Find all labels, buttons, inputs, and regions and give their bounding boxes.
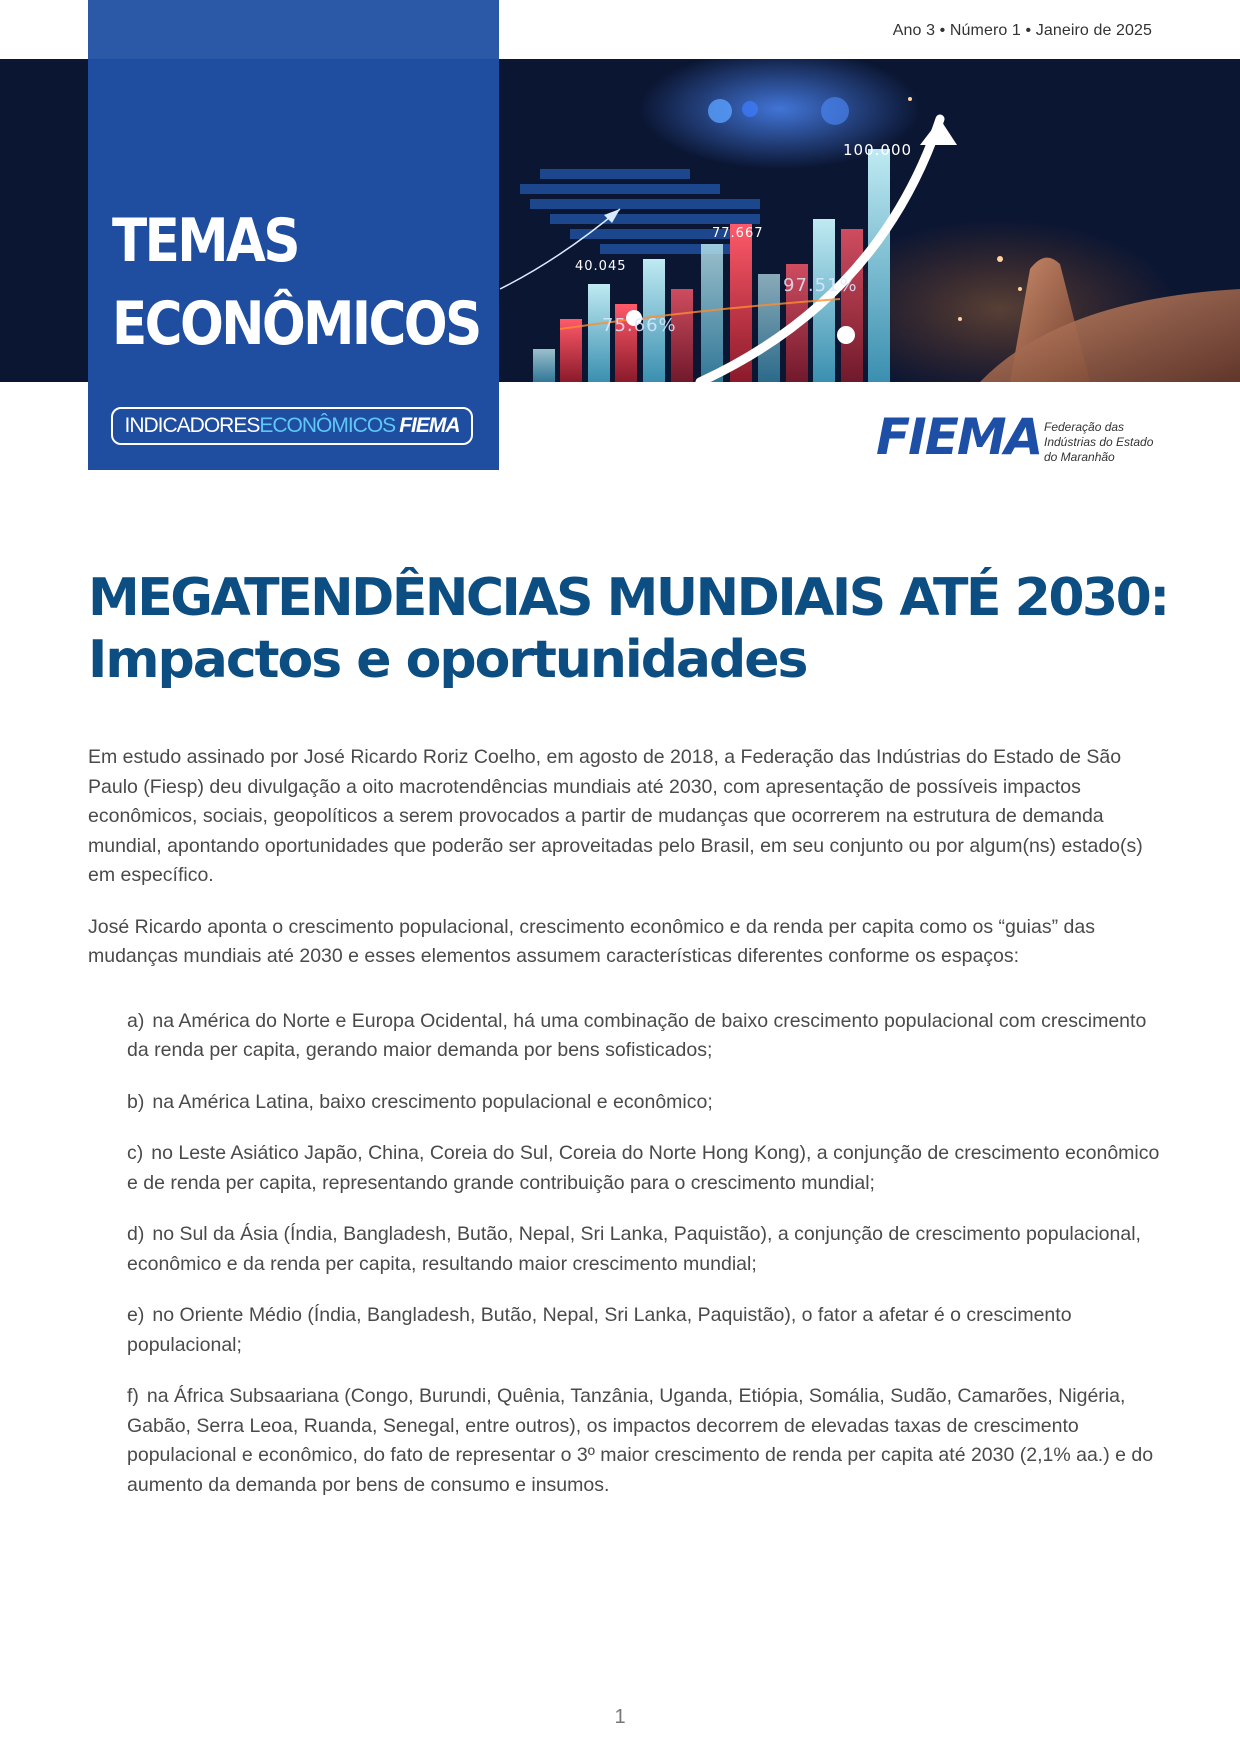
- page-number: 1: [614, 1706, 626, 1728]
- paragraph: José Ricardo aponta o crescimento populacional, crescimento econômico e da renda per capita como os “guias” das mudanças mundiais até 2030 e esses elementos assumem características diferentes conforme os espaços:: [88, 915, 1095, 967]
- masthead-title-line-2: ECONÔMICOS: [112, 289, 480, 359]
- banner-label-3: 40.045: [575, 259, 627, 274]
- banner-label-4: 97.51%: [783, 275, 858, 296]
- fiema-tagline: Federação das Indústrias do Estado do Maranhão: [1044, 420, 1154, 464]
- article-headline: [88, 568, 1168, 690]
- list-item: e) no Oriente Médio (Índia, Bangladesh, Butão, Nepal, Sri Lanka, Paquistão), o fator a afetar é o crescimento populacional;: [127, 1304, 1072, 1356]
- masthead-title-line-1: TEMAS: [112, 206, 299, 276]
- paragraph: Em estudo assinado por José Ricardo Roriz Coelho, em agosto de 2018, a Federação das Indústrias do Estado de São Paulo (Fiesp) deu divulgação a oito macrotendências mundiais até 2030, com apresentação de possíveis impactos econômicos, sociais, geopolíticos a serem provocados a partir de mudanças que ocorrerem na estrutura de demanda mundial, apontando oportunidades que poderão ser aproveitadas pelo Brasil, em seu conjunto ou por algum(ns) estado(s) em específico.: [88, 746, 1143, 886]
- list-item: f) na África Subsaariana (Congo, Burundi, Quênia, Tanzânia, Uganda, Etiópia, Somália, Sudão, Camarões, Nigéria, Gabão, Serra Leoa, Ruanda, Senegal, entre outros), os impactos decorrem de elevadas taxas de crescimento populacional e econômico, do fato de representar o 3º maior crescimento de renda per capita até 2030 (2,1% aa.) e do aumento da demanda por bens de consumo e insumos.: [127, 1385, 1154, 1496]
- article-body: [88, 743, 1160, 1522]
- banner-label-2: 77.667: [712, 226, 764, 241]
- list-item: c) no Leste Asiático Japão, China, Coreia do Sul, Coreia do Norte Hong Kong), a conjunção de crescimento econômico e de renda per capita, representando grande contribuição para o crescimento mundial;: [127, 1142, 1160, 1194]
- list-item: a) na América do Norte e Europa Ocidental, há uma combinação de baixo crescimento populacional com crescimento da renda per capita, gerando maior demanda por bens sofisticados;: [127, 1009, 1147, 1061]
- series-badge: [111, 407, 473, 445]
- series-badge-part-3: FIEMA: [399, 414, 460, 437]
- issue-info: Ano 3 • Número 1 • Janeiro de 2025: [892, 22, 1152, 39]
- list-item: b) na América Latina, baixo crescimento populacional e econômico;: [127, 1090, 713, 1113]
- headline-line-2: Impactos e oportunidades: [88, 630, 807, 690]
- banner-label-1: 100.000: [843, 141, 913, 159]
- series-badge-part-1: INDICADORES: [124, 414, 260, 437]
- banner-label-5: 75.66%: [602, 315, 677, 336]
- fiema-wordmark: FIEMA: [876, 408, 1042, 466]
- masthead-panel: [88, 0, 499, 470]
- series-badge-part-2: ECONÔMICOS: [259, 414, 396, 437]
- list-item: d) no Sul da Ásia (Índia, Bangladesh, Butão, Nepal, Sri Lanka, Paquistão), a conjunção de crescimento populacional, econômico e da renda per capita, resultando maior crescimento mundial;: [127, 1223, 1141, 1275]
- fiema-logo: [876, 408, 1166, 468]
- region-list: [88, 1007, 1160, 1501]
- headline-line-1: MEGATENDÊNCIAS MUNDIAIS ATÉ 2030:: [88, 568, 1168, 628]
